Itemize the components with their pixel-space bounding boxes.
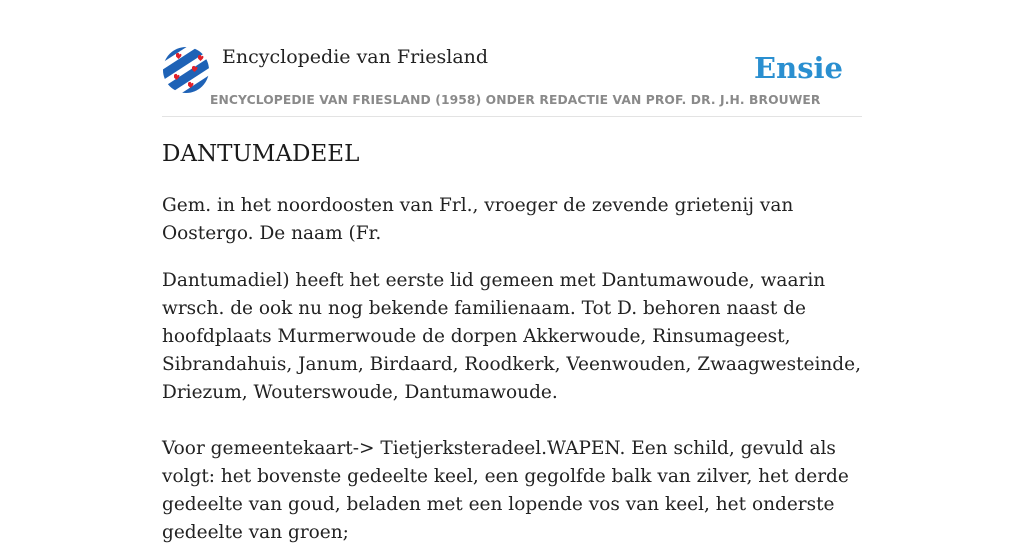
article-paragraph-3: Voor gemeentekaart-> Tietjerksteradeel.WAPEN. Een schild, gevuld als volgt: het bovenste gedeelte keel, een gegolfde balk van zilver, het derde gedeelte van goud, beladen met een lopende vos van keel, het onderste gedeelte van groen; xyxy=(162,438,849,543)
site-header xyxy=(162,0,862,117)
frisian-flag-icon[interactable] xyxy=(162,47,210,93)
article-paragraph-1: Gem. in het noordoosten van Frl., vroeger de zevende grietenij van Oostergo. De naam (Fr. xyxy=(162,195,794,244)
ensie-brand-link[interactable]: Ensie xyxy=(754,51,843,85)
page xyxy=(162,0,862,543)
encyclopedia-subtitle: ENCYCLOPEDIE VAN FRIESLAND (1958) ONDER REDACTIE VAN PROF. DR. J.H. BROUWER xyxy=(210,93,821,107)
article-paragraph-2: Dantumadiel) heeft het eerste lid gemeen met Dantumawoude, waarin wrsch. de ook nu nog bekende familienaam. Tot D. behoren naast de hoofdplaats Murmerwoude de dorpen Akkerwoude, Rinsumageest, Sibrandahuis, Janum, Birdaard, Roodkerk, Veenwouden, Zwaagwesteinde, Driezum, Wouterswoude, Dantumawoude. xyxy=(162,270,861,403)
article-title: DANTUMADEEL xyxy=(162,141,360,167)
site-title-link[interactable]: Encyclopedie van Friesland xyxy=(222,46,489,68)
